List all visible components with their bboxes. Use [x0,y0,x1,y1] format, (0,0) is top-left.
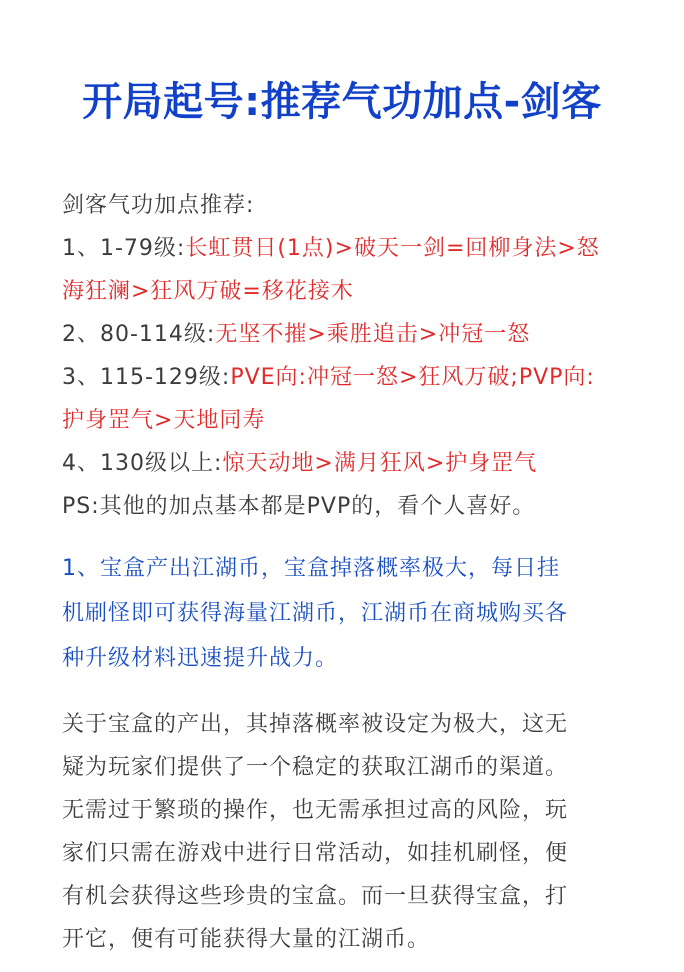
body-line-5: 有机会获得这些珍贵的宝盒。而一旦获得宝盒，打 [62,884,569,909]
recommendation-item-4 [62,442,642,485]
item-2-skills: 无坚不摧>乘胜追击>冲冠一怒 [215,322,531,347]
item-4-skills: 惊天动地>满月狂风>护身罡气 [222,451,538,476]
skill-recommendation [62,184,642,528]
item-3-prefix: 3、115-129级: [62,365,231,390]
body-line-3: 无需过于繁琐的操作，也无需承担过高的风险，玩 [62,798,569,823]
recommendation-heading: 剑客气功加点推荐: [62,193,255,218]
body-paragraph [62,703,642,961]
highlight-line-1: 1、宝盒产出江湖币，宝盒掉落概率极大，每日挂 [62,556,560,581]
item-1-skills-continued: 海狂澜>狂风万破=移花接木 [62,279,354,304]
body-line-1: 关于宝盒的产出，其掉落概率被设定为极大，这无 [62,712,569,737]
highlight-line-3: 种升级材料迅速提升战力。 [62,646,339,671]
item-3-skills-continued: 护身罡气>天地同寿 [62,408,266,433]
recommendation-item-3 [62,356,642,399]
highlight-line-2: 机刷怪即可获得海量江湖币，江湖币在商城购买各 [62,601,569,626]
body-line-2: 疑为玩家们提供了一个稳定的获取江湖币的渠道。 [62,755,569,780]
page-title: 开局起号:推荐气功加点-剑客 [82,79,602,125]
item-1-skills: 长虹贯日(1点)>破天一剑=回柳身法>怒 [185,236,600,261]
item-2-prefix: 2、80-114级: [62,322,216,347]
highlight-paragraph [62,546,642,681]
ps-note: PS:其他的加点基本都是PVP的，看个人喜好。 [62,494,536,519]
recommendation-item-2 [62,313,642,356]
item-1-prefix: 1、1-79级: [62,236,186,261]
item-4-prefix: 4、130级以上: [62,451,223,476]
body-line-6: 开它，便有可能获得大量的江湖币。 [62,927,431,952]
recommendation-item-1 [62,227,642,270]
body-line-4: 家们只需在游戏中进行日常活动，如挂机刷怪，便 [62,841,569,866]
item-3-skills: PVE向:冲冠一怒>狂风万破;PVP向: [230,365,595,390]
